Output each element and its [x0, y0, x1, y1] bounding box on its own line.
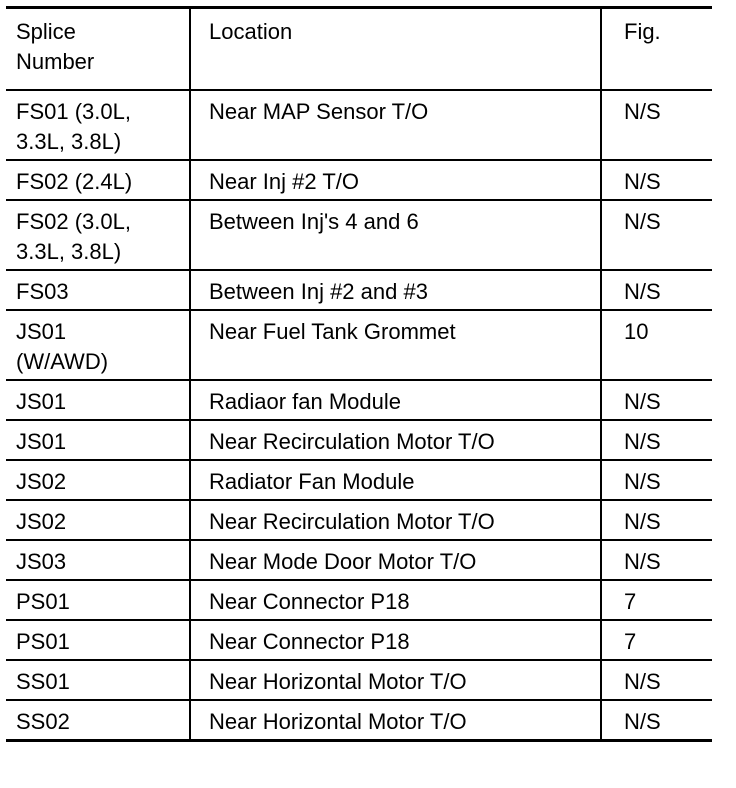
header-location: Location [190, 8, 601, 91]
cell-location: Near MAP Sensor T/O [190, 90, 601, 160]
cell-fig: N/S [601, 200, 712, 270]
table-row [6, 90, 712, 160]
table-row [6, 660, 712, 700]
cell-fig: N/S [601, 420, 712, 460]
header-fig: Fig. [601, 8, 712, 91]
cell-splice: JS02 [6, 500, 190, 540]
cell-fig: N/S [601, 460, 712, 500]
table-row [6, 460, 712, 500]
cell-fig: 10 [601, 310, 712, 380]
table-row [6, 200, 712, 270]
cell-fig: N/S [601, 270, 712, 310]
cell-splice: JS02 [6, 460, 190, 500]
cell-fig: N/S [601, 660, 712, 700]
cell-splice: JS01 [6, 420, 190, 460]
table-row [6, 160, 712, 200]
cell-location: Between Inj #2 and #3 [190, 270, 601, 310]
table-row [6, 270, 712, 310]
cell-location: Near Connector P18 [190, 580, 601, 620]
table-row [6, 420, 712, 460]
header-splice-number: Splice Number [6, 8, 190, 91]
cell-splice: FS03 [6, 270, 190, 310]
cell-fig: N/S [601, 90, 712, 160]
cell-fig: N/S [601, 500, 712, 540]
cell-fig: N/S [601, 540, 712, 580]
table-row [6, 310, 712, 380]
cell-location: Radiator Fan Module [190, 460, 601, 500]
cell-splice: FS02 (3.0L, 3.3L, 3.8L) [6, 200, 190, 270]
cell-location: Near Recirculation Motor T/O [190, 500, 601, 540]
cell-fig: N/S [601, 160, 712, 200]
cell-location: Near Inj #2 T/O [190, 160, 601, 200]
splice-location-table [6, 6, 712, 742]
cell-location: Between Inj's 4 and 6 [190, 200, 601, 270]
cell-location: Near Horizontal Motor T/O [190, 660, 601, 700]
table-header-row [6, 8, 712, 91]
cell-splice: JS03 [6, 540, 190, 580]
cell-splice: PS01 [6, 620, 190, 660]
table-row [6, 580, 712, 620]
table-row [6, 380, 712, 420]
cell-location: Near Connector P18 [190, 620, 601, 660]
cell-location: Near Mode Door Motor T/O [190, 540, 601, 580]
table-row [6, 500, 712, 540]
table-row [6, 700, 712, 741]
table-row [6, 540, 712, 580]
splice-table-container [6, 6, 712, 742]
cell-splice: JS01 (W/AWD) [6, 310, 190, 380]
cell-fig: 7 [601, 580, 712, 620]
cell-splice: FS02 (2.4L) [6, 160, 190, 200]
cell-splice: FS01 (3.0L, 3.3L, 3.8L) [6, 90, 190, 160]
cell-splice: SS02 [6, 700, 190, 741]
cell-splice: JS01 [6, 380, 190, 420]
cell-location: Near Horizontal Motor T/O [190, 700, 601, 741]
cell-location: Radiaor fan Module [190, 380, 601, 420]
cell-fig: 7 [601, 620, 712, 660]
cell-fig: N/S [601, 380, 712, 420]
cell-splice: PS01 [6, 580, 190, 620]
cell-fig: N/S [601, 700, 712, 741]
table-body [6, 90, 712, 741]
table-row [6, 620, 712, 660]
cell-location: Near Recirculation Motor T/O [190, 420, 601, 460]
cell-location: Near Fuel Tank Grommet [190, 310, 601, 380]
cell-splice: SS01 [6, 660, 190, 700]
